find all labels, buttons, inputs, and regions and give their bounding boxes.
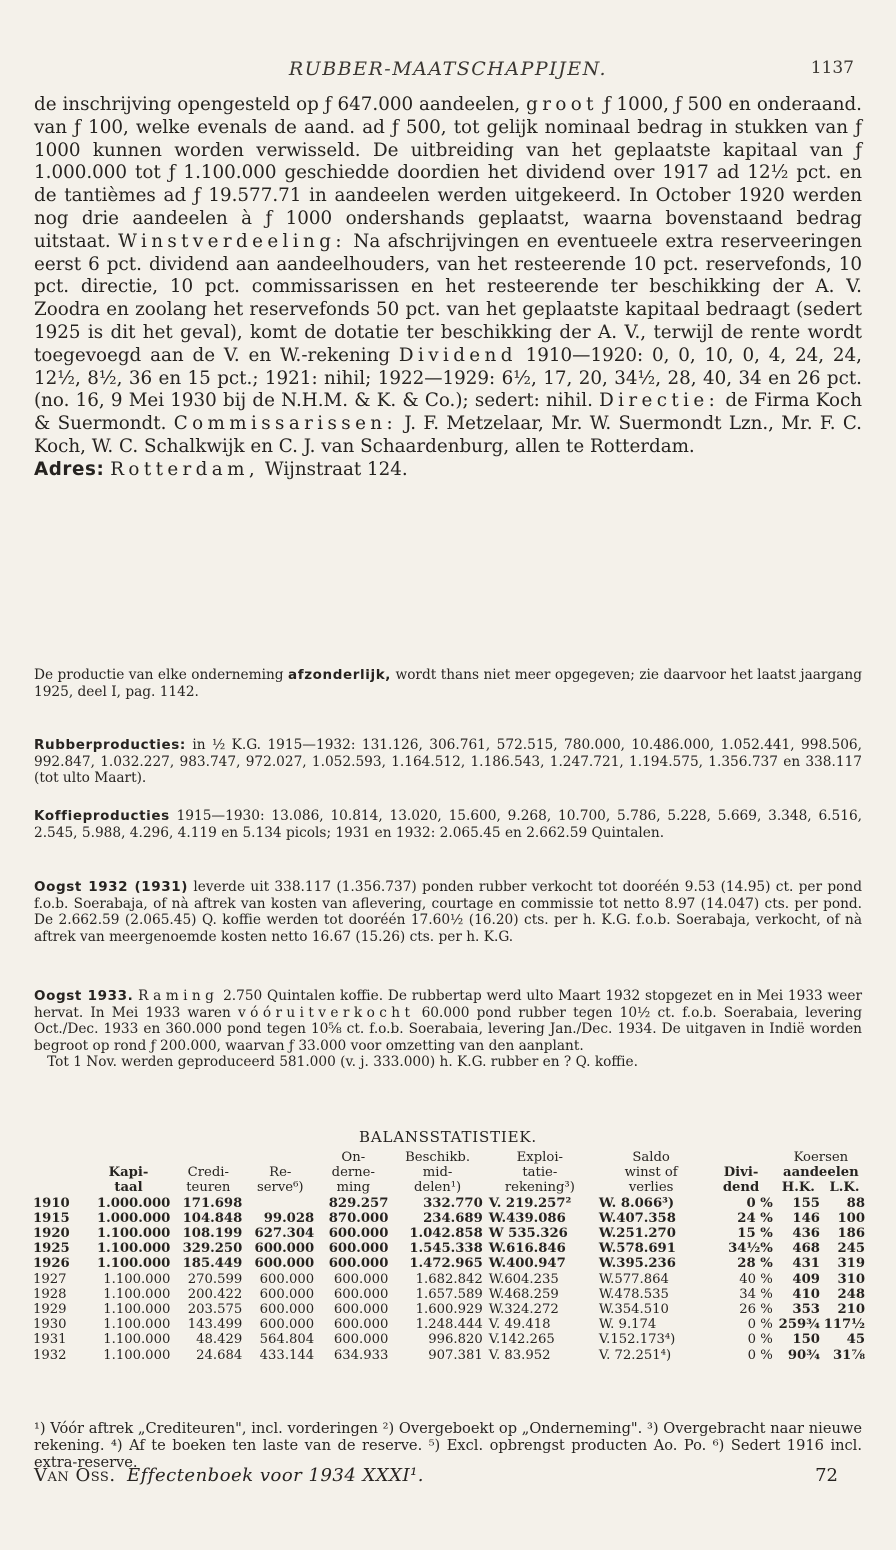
- cell-exploitatie: V. 219.257²: [488, 1195, 572, 1211]
- cell-reserve: 99.028: [263, 1210, 315, 1226]
- cell-saldo: W.251.270: [598, 1226, 676, 1242]
- address-label: Adres:: [34, 458, 105, 480]
- col-crediteuren-h1: Credi-: [187, 1165, 229, 1181]
- col-koersen-h2: aandeelen: [783, 1165, 859, 1181]
- coffee-productions: [34, 808, 862, 841]
- spaced-term-groot: groot: [526, 94, 598, 115]
- col-koersen-h1: Koersen: [793, 1150, 849, 1165]
- cell-year: 1927: [33, 1271, 67, 1287]
- page-header: [0, 58, 896, 84]
- col-beschikb-h3: delen¹): [413, 1180, 462, 1196]
- cell-dividend: 34 %: [739, 1286, 773, 1302]
- cell-hk: 146: [792, 1210, 820, 1226]
- cell-exploitatie: V. 49.418: [488, 1317, 551, 1333]
- table-row: [33, 1256, 867, 1271]
- text-run: 2.750 Quintalen koffie. De rubbertap werd ulto Maart 1932 stopgezet en in Mei 1933 weer hervat. In Mei 1933 waren: [34, 988, 863, 1021]
- cell-crediteuren: 329.250: [182, 1241, 243, 1257]
- cell-onderneming: 600.000: [333, 1317, 389, 1333]
- cell-exploitatie: W.604.235: [488, 1271, 559, 1287]
- cell-reserve: 600.000: [259, 1271, 315, 1287]
- text-run: 1910—1920: 0, 0, 10, 0, 4, 24, 24, 12½, 8½, 36 en 15 pct.; 1921: nihil; 1922—1929: 6½, 17, 20, 34½, 28, 40, 34 en 26 pct. (no. 16, 9 Mei 1930 bij de N.H.M. & K. & Co.); sedert: nihil.: [34, 344, 862, 412]
- cell-hk: 410: [792, 1286, 820, 1302]
- cell-dividend: 34½%: [728, 1241, 773, 1257]
- col-reserve-h2: serve⁶): [256, 1180, 304, 1196]
- col-hk: H.K.: [781, 1180, 815, 1196]
- address-street: Wijnstraat 124.: [259, 458, 408, 480]
- table-row: [33, 1226, 867, 1241]
- cell-onderneming: 829.257: [328, 1195, 389, 1211]
- balance-table: [33, 1150, 867, 1363]
- cell-crediteuren: 185.449: [182, 1256, 243, 1272]
- col-beschikb-h1: Beschikb.: [405, 1150, 471, 1165]
- col-crediteuren-h2: teuren: [186, 1180, 231, 1196]
- cell-kapitaal: 1.100.000: [103, 1286, 171, 1302]
- cell-kapitaal: 1.100.000: [96, 1256, 171, 1272]
- table-row: [33, 1302, 867, 1317]
- cell-reserve: 600.000: [259, 1286, 315, 1302]
- cell-hk: 468: [792, 1241, 820, 1257]
- text-run: in ½ K.G. 1915—1932: 131.126, 306.761, 572.515, 780.000, 10.486.000, 1.052.441, 998.506, 992.847, 1.032.227, 983.747, 972.027, 1.052.593, 1.164.512, 1.186.543, 1.247.721, 1.194.575, 1.356.737 en 338.117 (tot ulto Maart).: [34, 737, 862, 787]
- harvest-1932-label: Oogst 1932 (1931): [34, 879, 188, 895]
- cell-exploitatie: V. 83.952: [488, 1347, 551, 1363]
- cell-saldo: V. 72.251⁴): [598, 1347, 672, 1363]
- cell-kapitaal: 1.100.000: [103, 1302, 171, 1318]
- cell-crediteuren: 171.698: [182, 1195, 243, 1211]
- spaced-term-dividend: Dividend: [398, 344, 517, 366]
- stats-title: BALANSSTATISTIEK.: [359, 1128, 537, 1146]
- text-run: de Firma Koch & Suermondt.: [34, 390, 862, 435]
- col-saldo-h3: verlies: [628, 1180, 674, 1196]
- text-run: De productie van elke onderneming: [34, 667, 289, 683]
- cell-reserve: 600.000: [259, 1302, 315, 1318]
- cell-reserve: 433.144: [259, 1347, 315, 1363]
- col-onderneming-h3: ming: [336, 1180, 371, 1196]
- cell-hk: 409: [792, 1271, 820, 1287]
- cell-year: 1930: [33, 1317, 67, 1333]
- company-description: [34, 94, 862, 482]
- cell-crediteuren: 24.684: [196, 1347, 243, 1363]
- cell-dividend: 15 %: [737, 1226, 773, 1242]
- text-run: Na afschrijvingen en eventueele extra reserveeringen eerst 6 pct. dividend aan aandeelhouders, van het resteerende 10 pct. reservefonds, 10 pct. directie, 10 pct. commissarissen en het resteerende ter beschikking der A. V. Zoodra en zoolang het reservefonds 50 pct. van het geplaatste kapitaal bedraagt (sedert 1925 is dit het geval), komt de dotatie ter beschikking der A. V., terwijl de rente wordt toegevoegd aan de V. en W.-rekening: [34, 230, 862, 366]
- col-beschikb-h2: mid-: [422, 1165, 453, 1181]
- table-row: [33, 1348, 867, 1363]
- cell-reserve: 600.000: [259, 1317, 315, 1333]
- cell-kapitaal: 1.100.000: [103, 1347, 171, 1363]
- col-lk: L.K.: [829, 1180, 860, 1196]
- header-row-3: [33, 1180, 867, 1195]
- cell-saldo: W.577.864: [598, 1271, 669, 1287]
- cell-beschikb: 332.770: [423, 1195, 483, 1211]
- cell-year: 1926: [33, 1256, 70, 1272]
- cell-onderneming: 600.000: [333, 1271, 389, 1287]
- col-exploitatie-h1: Exploi-: [516, 1150, 564, 1165]
- footnotes: ¹) Vóór aftrek „Crediteuren", incl. vorderingen ²) Overgeboekt op „Onderneming". ³) Overgebracht naar nieuwe rekening. ⁴) Af te boeken ten laste van de reserve. ⁵) Excl. opbrengst producten Ao. Po. ⁶) Sedert 1916 incl. extra-reserve.: [34, 1420, 862, 1471]
- table-row: [33, 1332, 867, 1347]
- cell-exploitatie: W.439.086: [488, 1210, 566, 1226]
- spaced-term-raming: Raming: [138, 988, 219, 1004]
- cell-dividend: 0 %: [746, 1195, 773, 1211]
- cell-exploitatie: W.324.272: [488, 1302, 559, 1318]
- cell-kapitaal: 1.000.000: [96, 1210, 171, 1226]
- cell-beschikb: 234.689: [423, 1210, 483, 1226]
- text-run: leverde uit 338.117 (1.356.737) ponden rubber verkocht tot dooréén 9.53 (14.95) ct. per pond f.o.b. Soerabaja, of nà aftrek van kosten van aflevering, courtage en commissie tot netto 8.97 (14.047) cts. per pond. De 2.662.59 (2.065.45) Q. koffie werden tot dooréén 17.60½ (16.20) cts. per h. K.G. f.o.b. Soerabaja, verkocht, of nà aftrek van meergenoemde kosten netto 16.67 (15.26) cts. per h. K.G.: [34, 879, 862, 945]
- table-row: [33, 1317, 867, 1332]
- cell-reserve: 627.304: [254, 1226, 315, 1242]
- cell-dividend: 26 %: [739, 1302, 773, 1318]
- text-run: 1915—1930: 13.086, 10.814, 13.020, 15.600, 9.268, 10.700, 5.786, 5.228, 5.669, 3.348, 6.516, 2.545, 5.988, 4.296, 4.119 en 5.134 picols; 1931 en 1932: 2.065.45 en 2.662.59 Quintalen.: [34, 808, 862, 841]
- spaced-term-directie: Directie:: [599, 390, 720, 412]
- table-row: [33, 1272, 867, 1287]
- cell-dividend: 40 %: [739, 1271, 773, 1287]
- header-row-2: [33, 1165, 867, 1180]
- col-onderneming-h2: derne-: [331, 1165, 375, 1181]
- cell-year: 1931: [33, 1332, 67, 1348]
- book-title: Effectenboek voor 1934 XXXI¹.: [127, 1465, 425, 1486]
- cell-hk: 353: [792, 1302, 820, 1318]
- table-row: [33, 1241, 867, 1256]
- col-kapitaal-h2: taal: [114, 1180, 143, 1196]
- cell-onderneming: 600.000: [333, 1286, 389, 1302]
- cell-beschikb: 1.682.842: [415, 1271, 483, 1287]
- cell-lk: 319: [837, 1256, 865, 1272]
- cell-saldo: W. 8.066³): [598, 1195, 675, 1211]
- header-row-1: [33, 1150, 867, 1165]
- text-run: J. F. Metzelaar, Mr. W. Suermondt Lzn., Mr. F. C. Koch, W. C. Schalkwijk en C. J. van Schaardenburg, allen te Rotterdam.: [34, 413, 862, 457]
- cell-saldo: W.407.358: [598, 1210, 676, 1226]
- cell-kapitaal: 1.100.000: [96, 1241, 171, 1257]
- cell-crediteuren: 108.199: [182, 1226, 243, 1242]
- cell-crediteuren: 143.499: [187, 1317, 243, 1333]
- cell-lk: 245: [837, 1241, 865, 1257]
- harvest-1933-label: Oogst 1933.: [34, 988, 134, 1004]
- cell-year: 1928: [33, 1286, 67, 1302]
- spaced-term-vooruitverkocht: vóóruitverkocht: [238, 1004, 415, 1021]
- cell-onderneming: 600.000: [333, 1332, 389, 1348]
- cell-kapitaal: 1.100.000: [96, 1226, 171, 1242]
- cell-lk: 117½: [823, 1317, 865, 1333]
- cell-kapitaal: 1.000.000: [96, 1195, 171, 1211]
- rubber-label: Rubberproducties:: [34, 737, 186, 753]
- text-run: ƒ 1000, ƒ 500 en onderaand. van ƒ 100, welke evenals de aand. ad ƒ 500, tot gelijk nominaal bedrag in stukken van ƒ 1000 kunnen worden verwisseld. De uitbreiding van het geplaatste kapitaal van ƒ 1.000.000 tot ƒ 1.100.000 geschiedde doordien het dividend over 1917 ad 12½ pct. en de tantièmes ad ƒ 19.577.71 in aandeelen werden uitgekeerd. In October 1920 werden nog drie aandeelen à ƒ 1000 ondershands geplaatst, waarna bovenstaand bedrag uitstaat.: [34, 94, 862, 252]
- cell-reserve: 600.000: [254, 1256, 315, 1272]
- col-reserve-h1: Re-: [269, 1165, 292, 1181]
- address-city: Rotterdam,: [110, 458, 260, 480]
- cell-dividend: 28 %: [737, 1256, 773, 1272]
- cell-lk: 45: [846, 1332, 865, 1348]
- footer-source: [34, 1465, 424, 1486]
- cell-lk: 248: [837, 1286, 865, 1302]
- cell-exploitatie: W.616.846: [488, 1241, 566, 1257]
- cell-beschikb: 1.248.444: [415, 1317, 483, 1333]
- production-note: [34, 667, 862, 700]
- cell-year: 1929: [33, 1302, 67, 1318]
- cell-lk: 186: [837, 1226, 865, 1242]
- cell-saldo: W.354.510: [598, 1302, 669, 1318]
- text-run: wordt thans niet meer opgegeven; zie daarvoor het laatst jaargang 1925, deel I, pag. 1142.: [34, 667, 862, 700]
- col-dividend-h1: Divi-: [723, 1165, 759, 1181]
- cell-reserve: 600.000: [254, 1241, 315, 1257]
- cell-saldo: V.152.173⁴): [598, 1332, 676, 1348]
- running-title: RUBBER-MAATSCHAPPIJEN.: [288, 58, 608, 80]
- cell-hk: 259¾: [778, 1317, 820, 1333]
- cell-saldo: W. 9.174: [598, 1317, 657, 1333]
- cell-onderneming: 634.933: [333, 1347, 389, 1363]
- cell-hk: 155: [792, 1195, 820, 1211]
- col-saldo-h2: winst of: [624, 1165, 678, 1181]
- balance-table-body: [33, 1196, 867, 1363]
- cell-beschikb: 907.381: [428, 1347, 483, 1363]
- cell-beschikb: 996.820: [428, 1332, 483, 1348]
- cell-onderneming: 870.000: [328, 1210, 389, 1226]
- rubber-productions: [34, 737, 862, 787]
- cell-crediteuren: 48.429: [196, 1332, 243, 1348]
- cell-dividend: 0 %: [747, 1332, 773, 1348]
- spaced-term-winstverdeeling: Winstverdeeling:: [118, 230, 346, 252]
- col-dividend-h2: dend: [722, 1180, 760, 1196]
- cell-lk: 100: [837, 1210, 865, 1226]
- text-run: 60.000 pond rubber tegen 10½ ct. f.o.b. Soerabaia, levering Oct./Dec. 1933 en 360.000 pond tegen 10⅝ ct. f.o.b. Soerabaia, levering Jan./Dec. 1934. De uitgaven in Indië worden begroot op rond ƒ 200.000, waarvan ƒ 33.000 voor omzetting van den aanplant.: [34, 1004, 863, 1054]
- cell-dividend: 24 %: [737, 1210, 773, 1226]
- cell-exploitatie: W.400.947: [488, 1256, 566, 1272]
- col-saldo-h1: Saldo: [632, 1150, 670, 1165]
- cell-onderneming: 600.000: [333, 1302, 389, 1318]
- cell-lk: 310: [837, 1271, 865, 1287]
- cell-beschikb: 1.042.858: [409, 1226, 483, 1242]
- cell-beschikb: 1.657.589: [415, 1286, 483, 1302]
- cell-onderneming: 600.000: [328, 1226, 389, 1242]
- cell-hk: 431: [792, 1256, 820, 1272]
- text-run: Tot 1 Nov. werden geproduceerd 581.000 (v. j. 333.000) h. K.G. rubber en ? Q. koffie.: [47, 1054, 638, 1071]
- cell-reserve: 564.804: [259, 1332, 315, 1348]
- col-exploitatie-h2: tatie-: [522, 1165, 558, 1181]
- cell-reserve: [244, 1196, 316, 1211]
- cell-hk: 150: [792, 1332, 820, 1348]
- cell-saldo: W.478.535: [598, 1286, 669, 1302]
- table-row: [33, 1196, 867, 1211]
- cell-onderneming: 600.000: [328, 1241, 389, 1257]
- cell-dividend: 0 %: [747, 1347, 773, 1363]
- harvest-1933: [34, 988, 862, 1071]
- cell-kapitaal: 1.100.000: [103, 1332, 171, 1348]
- cell-crediteuren: 203.575: [187, 1302, 243, 1318]
- cell-year: 1925: [33, 1241, 70, 1257]
- cell-onderneming: 600.000: [328, 1256, 389, 1272]
- cell-exploitatie: W 535.326: [488, 1226, 568, 1242]
- cell-beschikb: 1.472.965: [409, 1256, 483, 1272]
- cell-kapitaal: 1.100.000: [103, 1271, 171, 1287]
- emphasis-afzonderlijk: afzonderlijk,: [288, 667, 392, 683]
- cell-lk: 31⅞: [832, 1347, 865, 1363]
- table-row: [33, 1211, 867, 1226]
- cell-year: 1932: [33, 1347, 67, 1363]
- cell-year: 1920: [33, 1226, 70, 1242]
- cell-crediteuren: 200.422: [187, 1286, 243, 1302]
- cell-hk: 90¾: [787, 1347, 820, 1363]
- cell-crediteuren: 270.599: [187, 1271, 243, 1287]
- cell-lk: 210: [837, 1302, 865, 1318]
- cell-beschikb: 1.600.929: [415, 1302, 483, 1318]
- cell-year: 1910: [33, 1195, 70, 1211]
- cell-exploitatie: W.468.259: [488, 1286, 559, 1302]
- harvest-1932: [34, 879, 862, 945]
- cell-saldo: W.395.236: [598, 1256, 676, 1272]
- cell-hk: 436: [792, 1226, 820, 1242]
- cell-exploitatie: V.142.265: [488, 1332, 555, 1348]
- cell-year: 1915: [33, 1210, 70, 1226]
- cell-crediteuren: 104.848: [182, 1210, 243, 1226]
- col-onderneming-h1: On-: [341, 1150, 366, 1165]
- spaced-term-commissarissen: Commissarissen:: [173, 413, 398, 435]
- coffee-label: Koffieproducties: [34, 808, 170, 824]
- col-exploitatie-h3: rekening³): [504, 1180, 575, 1196]
- cell-dividend: 0 %: [747, 1317, 773, 1333]
- page-number: 1137: [810, 58, 854, 78]
- page-footer: [34, 1465, 862, 1491]
- text-run: de inschrijving opengesteld op ƒ 647.000 aandeelen,: [34, 94, 527, 115]
- col-kapitaal-h1: Kapi-: [108, 1165, 149, 1181]
- cell-saldo: W.578.691: [598, 1241, 676, 1257]
- publisher-name: Van Oss.: [34, 1465, 116, 1486]
- cell-lk: 88: [846, 1195, 865, 1211]
- footer-page-ref: 72: [815, 1465, 838, 1486]
- cell-kapitaal: 1.100.000: [103, 1317, 171, 1333]
- cell-beschikb: 1.545.338: [409, 1241, 483, 1257]
- table-row: [33, 1287, 867, 1302]
